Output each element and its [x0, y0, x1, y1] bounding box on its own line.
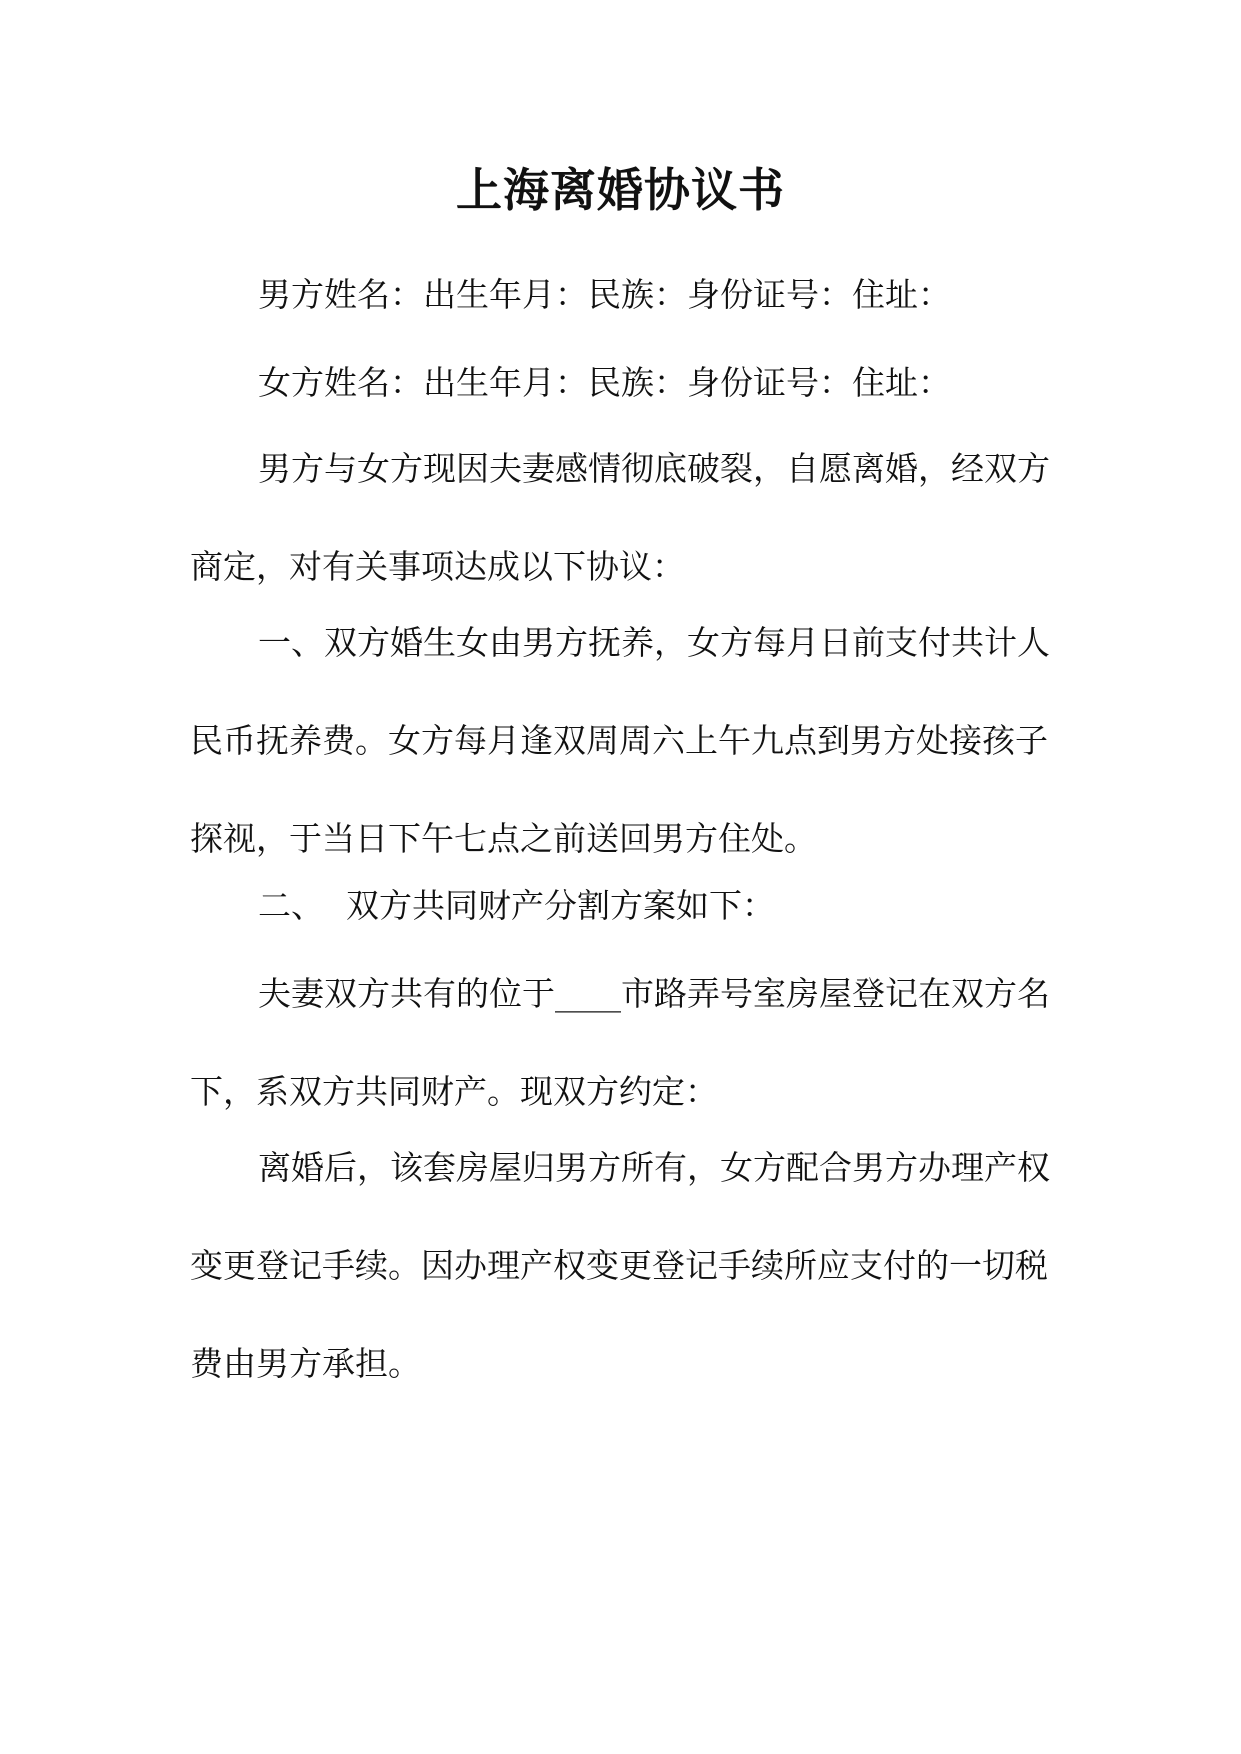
clause-two-title: 双方共同财产分割方案如下： — [346, 886, 775, 925]
after-divorce-paragraph: 离婚后，该套房屋归男方所有，女方配合男方办理产权变更登记手续。因办理产权变更登记手续所应支付的一切税费由男方承担。 — [190, 1148, 1050, 1383]
clause-two-heading — [190, 857, 1050, 955]
clause-two-number: 二、 — [258, 886, 324, 925]
document-title: 上海离婚协议书 — [456, 163, 785, 217]
male-info-line: 男方姓名：出生年月：民族：身份证号：住址： — [258, 275, 951, 314]
clause-one-paragraph: 一、双方婚生女由男方抚养，女方每月日前支付共计人民币抚养费。女方每月逢双周周六上午九点到男方处接孩子探视，于当日下午七点之前送回男方住处。 — [190, 623, 1050, 858]
female-info-line: 女方姓名：出生年月：民族：身份证号：住址： — [258, 363, 951, 402]
property-paragraph: 夫妻双方共有的位于____市路弄号室房屋登记在双方名下，系双方共同财产。现双方约定： — [190, 974, 1050, 1111]
intro-paragraph: 男方与女方现因夫妻感情彻底破裂，自愿离婚，经双方商定，对有关事项达成以下协议： — [190, 449, 1050, 586]
